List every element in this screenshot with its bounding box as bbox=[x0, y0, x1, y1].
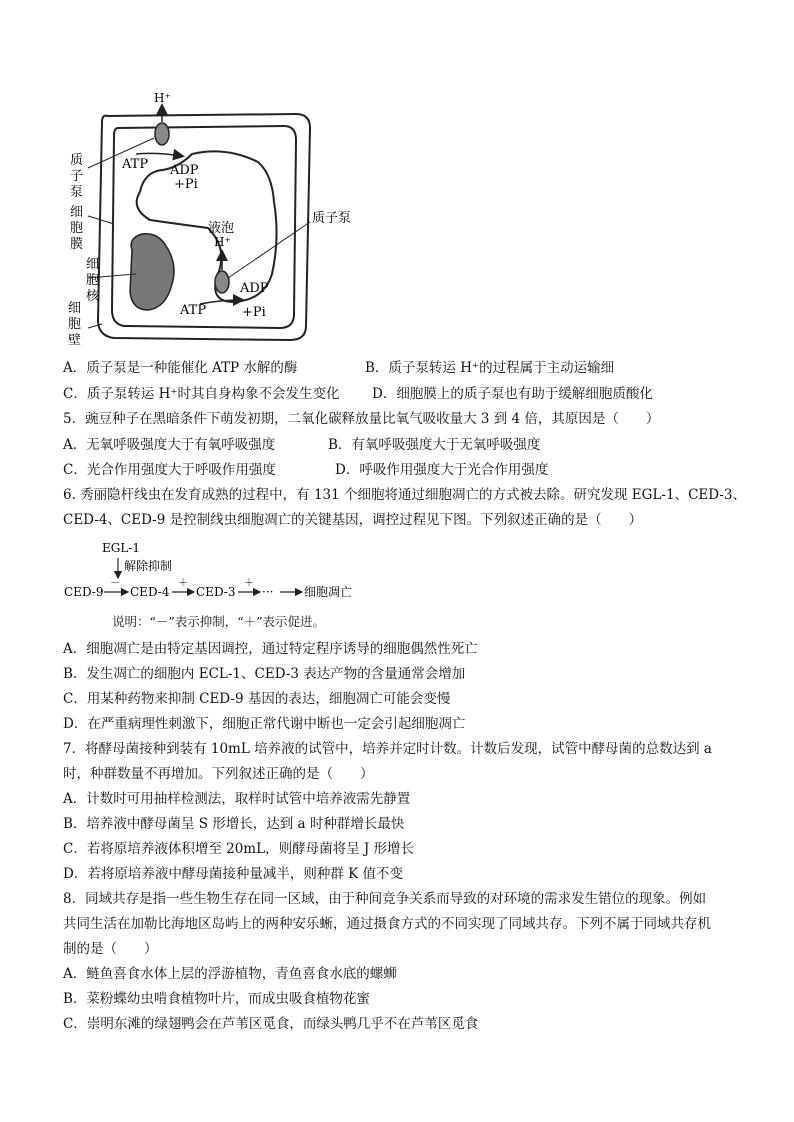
apoptosis-pathway-diagram bbox=[62, 538, 372, 608]
q6-option-d: D．在严重病理性刺激下，细胞正常代谢中断也一定会引起细胞凋亡 bbox=[63, 716, 466, 732]
q7-option-d: D．若将原培养液中酵母菌接种量减半，则种群 K 值不变 bbox=[63, 866, 403, 882]
q4-option-b: B．质子泵转运 H⁺的过程属于主动运输细 bbox=[365, 360, 615, 376]
q6-stem-line2: CED-4、CED-9 是控制线虫细胞凋亡的关键基因，调控过程见下图。下列叙述正确的是（ ） bbox=[63, 512, 643, 528]
release-inhibition-label: 解除抑制 bbox=[124, 559, 173, 573]
minus-sign-1: － bbox=[110, 578, 120, 589]
cell-wall-label: 细 胞 壁 bbox=[68, 301, 82, 348]
q5-stem: 5．豌豆种子在黑暗条件下萌发初期，二氧化碳释放量比氧气吸收量大 3 到 4 倍，其原因是（ ） bbox=[63, 411, 660, 427]
q6-option-b: B．发生凋亡的细胞内 ECL-1、CED-3 表达产物的含量通常会增加 bbox=[63, 666, 466, 682]
nucleus-label: 细 胞 核 bbox=[86, 257, 100, 304]
proton-pump-top bbox=[155, 123, 169, 145]
atp-bottom-label: ATP bbox=[180, 303, 207, 318]
adp-bottom-label: ADP bbox=[240, 281, 269, 296]
q5-option-d: D．呼吸作用强度大于光合作用强度 bbox=[335, 462, 549, 478]
ced3-label: CED-3 bbox=[196, 585, 236, 599]
q6-stem-line1: 6. 秀丽隐杆线虫在发育成熟的过程中，有 131 个细胞将通过细胞凋亡的方式被去除。研究发现 EGL-1、CED-3、 bbox=[63, 487, 746, 503]
h-ion-vacuole-label: H⁺ bbox=[214, 235, 231, 249]
q6-option-a: A．细胞凋亡是由特定基因调控，通过特定程序诱导的细胞偶然性死亡 bbox=[63, 641, 478, 657]
diagram-note: 说明：“－”表示抑制，“＋”表示促进。 bbox=[112, 614, 326, 629]
egl1-label: EGL-1 bbox=[102, 541, 141, 555]
q8-option-b: B．菜粉蝶幼虫啃食植物叶片，而成虫吸食植物花蜜 bbox=[63, 991, 370, 1007]
cell-membrane-label: 细 胞 膜 bbox=[70, 205, 84, 252]
q7-stem-line2: 时，种群数量不再增加。下列叙述正确的是（ ） bbox=[63, 766, 374, 782]
q4-option-d: D．细胞膜上的质子泵也有助于缓解细胞质酸化 bbox=[372, 386, 653, 402]
ellipsis: ··· bbox=[262, 585, 274, 599]
q8-option-a: A．鲢鱼喜食水体上层的浮游植物，青鱼喜食水底的螺蛳 bbox=[63, 966, 397, 982]
vacuole-label: 液泡 bbox=[208, 221, 235, 236]
ced4-label: CED-4 bbox=[130, 585, 170, 599]
q5-option-a: A．无氧呼吸强度大于有氧呼吸强度 bbox=[63, 437, 276, 453]
apoptosis-label: 细胞凋亡 bbox=[304, 585, 353, 599]
pi-bottom-label: +Pi bbox=[242, 305, 266, 320]
proton-pump-label-right: 质子泵 bbox=[312, 211, 352, 226]
q7-option-c: C．若将原培养液体积增至 20mL，则酵母菌将呈 J 形增长 bbox=[63, 841, 415, 857]
q8-stem-line2: 共同生活在加勒比海地区岛屿上的两种安乐蜥，通过摄食方式的不同实现了同域共存。下列不属于同域共存机 bbox=[63, 916, 711, 932]
q7-stem-line1: 7．将酵母菌接种到装有 10mL 培养液的试管中，培养并定时计数。计数后发现，试管中酵母菌的总数达到 a bbox=[63, 741, 712, 757]
plus-sign-2: ＋ bbox=[244, 578, 254, 589]
pi-top-label: +Pi bbox=[174, 177, 198, 192]
adp-top-label: ADP bbox=[170, 163, 199, 178]
atp-top-label: ATP bbox=[122, 157, 149, 172]
nucleus bbox=[130, 234, 174, 310]
q6-option-c: C．用某种药物来抑制 CED-9 基因的表达，细胞凋亡可能会变慢 bbox=[63, 691, 451, 707]
q4-option-a: A．质子泵是一种能催化 ATP 水解的酶 bbox=[63, 360, 298, 376]
h-ion-top-label: H⁺ bbox=[154, 91, 171, 105]
proton-pump-label-left: 质 子 泵 bbox=[70, 153, 84, 200]
q4-option-c: C．质子泵转运 H⁺时其自身构象不会发生变化 bbox=[63, 386, 340, 402]
q5-option-b: B．有氧呼吸强度大于无氧呼吸强度 bbox=[328, 437, 541, 453]
q8-stem-line3: 制的是（ ） bbox=[63, 941, 158, 957]
q7-option-b: B．培养液中酵母菌呈 S 形增长，达到 a 时种群增长最快 bbox=[63, 816, 405, 832]
q8-stem-line1: 8．同域共存是指一些生物生存在同一区域，由于种间竞争关系而导致的对环境的需求发生错位的现象。例如 bbox=[63, 891, 707, 907]
ced9-label: CED-9 bbox=[64, 585, 104, 599]
proton-pump-bottom bbox=[215, 271, 229, 293]
plus-sign-1: ＋ bbox=[178, 578, 188, 589]
q8-option-c: C．崇明东滩的绿翅鸭会在芦苇区觅食，而绿头鸭几乎不在芦苇区觅食 bbox=[63, 1016, 479, 1032]
q5-option-c: C．光合作用强度大于呼吸作用强度 bbox=[63, 462, 276, 478]
plant-cell-diagram bbox=[58, 88, 378, 350]
q7-option-a: A．计数时可用抽样检测法，取样时试管中培养液需先静置 bbox=[63, 791, 411, 807]
